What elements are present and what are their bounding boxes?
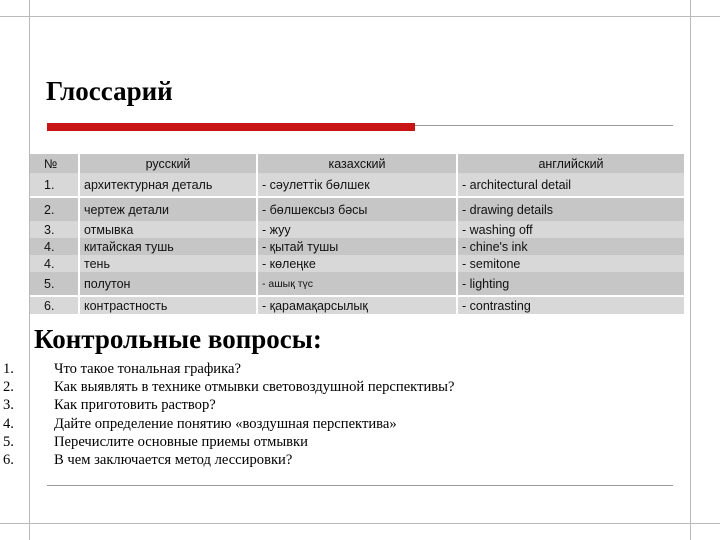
question-number: 4. xyxy=(3,415,14,432)
term-kazakh: - бөлшексыз бәсы xyxy=(256,196,456,221)
question-text: Дайте определение понятию «воздушная перспектива» xyxy=(54,415,397,432)
term-russian: тень xyxy=(78,255,256,272)
header-russian: русский xyxy=(78,154,256,173)
row-number: 3. xyxy=(30,221,78,238)
row-number: 6. xyxy=(30,295,78,314)
list-item xyxy=(0,396,454,414)
term-russian: контрастность xyxy=(78,295,256,314)
row-number: 1. xyxy=(30,173,78,196)
term-english: - architectural detail xyxy=(456,173,684,196)
term-kazakh: - жуу xyxy=(256,221,456,238)
term-english: - chine's ink xyxy=(456,238,684,255)
question-text: Как выявлять в технике отмывки световоздушной перспективы? xyxy=(54,379,455,396)
list-item xyxy=(0,415,454,433)
term-english: - lighting xyxy=(456,272,684,295)
table-header-row xyxy=(30,154,684,173)
table-row xyxy=(30,295,684,314)
question-number: 6. xyxy=(3,452,14,469)
question-number: 5. xyxy=(3,433,14,450)
table-row xyxy=(30,221,684,238)
term-english: - washing off xyxy=(456,221,684,238)
page-title: Глоссарий xyxy=(46,76,173,106)
term-kazakh: - ашық түс xyxy=(256,272,456,295)
row-number: 4. xyxy=(30,255,78,272)
frame-line-top xyxy=(0,16,720,17)
title-rule-line xyxy=(415,125,673,126)
term-kazakh: - көлеңке xyxy=(256,255,456,272)
term-english: - contrasting xyxy=(456,295,684,314)
term-english: - drawing details xyxy=(456,196,684,221)
term-russian: отмывка xyxy=(78,221,256,238)
question-number: 1. xyxy=(3,361,14,377)
question-number: 2. xyxy=(3,379,14,396)
list-item xyxy=(0,451,454,469)
questions-title: Контрольные вопросы: xyxy=(34,324,322,354)
header-kazakh: казахский xyxy=(256,154,456,173)
row-number: 5. xyxy=(30,272,78,295)
title-accent-bar xyxy=(47,123,415,131)
table-row xyxy=(30,238,684,255)
term-kazakh: - қарамақарсылық xyxy=(256,295,456,314)
row-number: 2. xyxy=(30,196,78,221)
term-russian: китайская тушь xyxy=(78,238,256,255)
header-english: английский xyxy=(456,154,684,173)
header-number: № xyxy=(30,154,78,173)
question-text: Перечислите основные приемы отмывки xyxy=(54,433,308,450)
term-kazakh: - сәулеттік бөлшек xyxy=(256,173,456,196)
question-text: Как приготовить раствор? xyxy=(54,397,216,414)
question-number: 3. xyxy=(3,397,14,414)
table-row xyxy=(30,255,684,272)
table-row xyxy=(30,196,684,221)
term-russian: архитектурная деталь xyxy=(78,173,256,196)
row-number: 4. xyxy=(30,238,78,255)
table-row xyxy=(30,272,684,295)
question-text: В чем заключается метод лессировки? xyxy=(54,452,293,469)
term-kazakh: - қытай тушы xyxy=(256,238,456,255)
list-item xyxy=(0,433,454,451)
term-russian: полутон xyxy=(78,272,256,295)
frame-line-bottom xyxy=(0,523,720,524)
term-english: - semitone xyxy=(456,255,684,272)
frame-line-right xyxy=(690,0,691,540)
term-russian: чертеж детали xyxy=(78,196,256,221)
questions-list xyxy=(0,360,454,469)
list-item xyxy=(0,378,454,396)
question-text: Что такое тональная графика? xyxy=(54,361,241,377)
list-item xyxy=(0,360,454,378)
table-row xyxy=(30,173,684,196)
glossary-table xyxy=(30,154,684,314)
bottom-rule-line xyxy=(47,485,673,486)
